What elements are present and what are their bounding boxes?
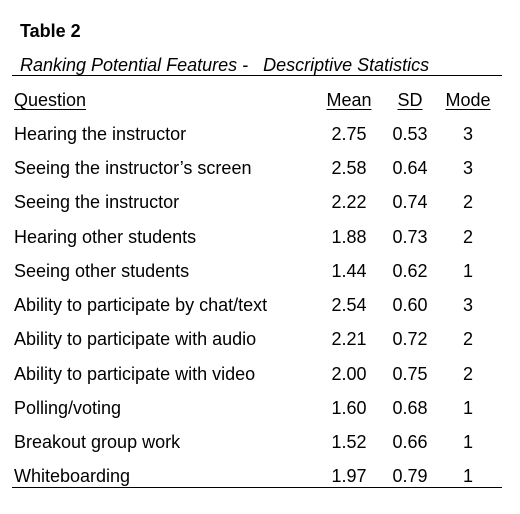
table-caption: Ranking Potential Features - Descriptive Statistics [20,55,430,75]
table-row [0,190,520,214]
table-row [0,327,520,351]
row-mode: 3 [462,158,473,178]
row-sd: 0.62 [392,261,428,281]
table-row [0,362,520,386]
header-sd: SD [397,90,423,110]
row-sd: 0.68 [392,398,428,418]
row-mode: 3 [462,295,473,315]
table-bottom-rule [12,487,502,488]
table-row [0,225,520,249]
row-mode: 1 [462,398,473,418]
table-row [0,122,520,146]
table-top-rule [12,75,502,76]
row-mean: 1.60 [331,398,367,418]
row-mean: 2.75 [331,124,367,144]
row-mode: 2 [462,329,473,349]
table-label: Table 2 [20,21,81,41]
row-mode: 2 [462,364,473,384]
row-mode: 1 [462,432,473,452]
row-question: Ability to participate with video [14,364,256,384]
row-sd: 0.66 [392,432,428,452]
row-mean: 2.21 [331,329,367,349]
row-mode: 2 [462,192,473,212]
table-row [0,259,520,283]
row-question: Seeing other students [14,261,190,281]
row-mean: 2.22 [331,192,367,212]
row-mean: 2.58 [331,158,367,178]
row-question: Ability to participate with audio [14,329,257,349]
row-sd: 0.60 [392,295,428,315]
row-sd: 0.79 [392,466,428,486]
table-row [0,156,520,180]
row-mean: 2.00 [331,364,367,384]
row-question: Breakout group work [14,432,181,452]
row-mean: 1.52 [331,432,367,452]
table-row [0,464,520,488]
header-question: Question [14,90,87,110]
table-header-row [0,88,520,112]
row-question: Seeing the instructor’s screen [14,158,252,178]
row-question: Hearing other students [14,227,197,247]
row-question: Polling/voting [14,398,122,418]
row-question: Seeing the instructor [14,192,180,212]
row-mean: 2.54 [331,295,367,315]
row-question: Whiteboarding [14,466,131,486]
row-mean: 1.97 [331,466,367,486]
row-sd: 0.64 [392,158,428,178]
table-row [0,396,520,420]
row-sd: 0.73 [392,227,428,247]
row-mode: 1 [462,261,473,281]
row-sd: 0.72 [392,329,428,349]
header-mean: Mean [326,90,372,110]
row-mode: 1 [462,466,473,486]
row-question: Hearing the instructor [14,124,187,144]
table-row [0,430,520,454]
row-sd: 0.75 [392,364,428,384]
row-mode: 2 [462,227,473,247]
row-question: Ability to participate by chat/text [14,295,268,315]
row-sd: 0.74 [392,192,428,212]
table-row [0,293,520,317]
row-sd: 0.53 [392,124,428,144]
header-mode: Mode [445,90,491,110]
row-mean: 1.44 [331,261,367,281]
row-mode: 3 [462,124,473,144]
row-mean: 1.88 [331,227,367,247]
